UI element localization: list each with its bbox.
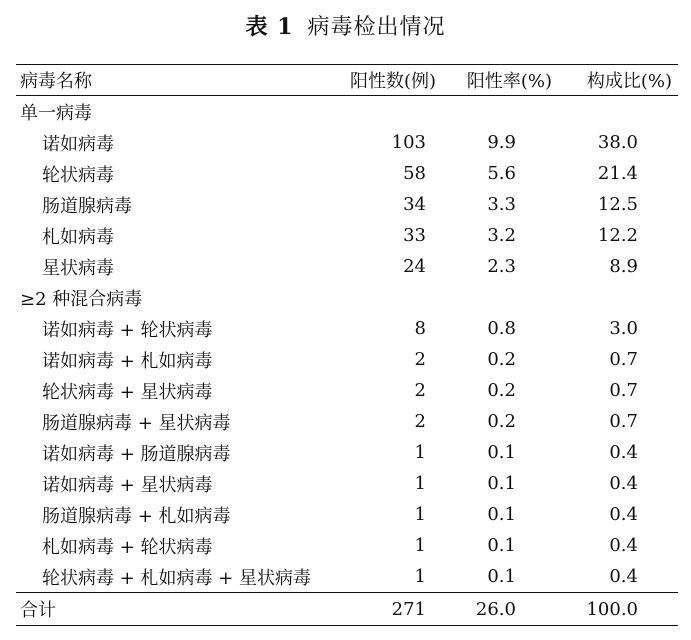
- positive-rate-cell: 0.1: [487, 442, 516, 463]
- table-row: [16, 437, 678, 468]
- virus-detection-table: [16, 64, 678, 626]
- positive-count-cell: 1: [414, 473, 426, 494]
- group-label: ≥2 种混合病毒: [20, 288, 143, 310]
- composition-cell: 0.4: [609, 473, 638, 494]
- virus-name-cell: 诺如病毒 + 轮状病毒: [42, 319, 213, 341]
- positive-count-cell: 1: [414, 504, 426, 525]
- composition-cell: 0.4: [609, 566, 638, 587]
- positive-rate-cell: 0.8: [487, 318, 516, 339]
- table-row: [16, 158, 678, 189]
- total-label-cell: 合计: [16, 593, 328, 626]
- positive-rate-cell: 0.2: [487, 411, 516, 432]
- positive-rate-cell: 3.2: [487, 225, 516, 246]
- virus-name-cell: 肠道腺病毒 + 札如病毒: [42, 505, 231, 527]
- positive-rate-cell: 0.2: [487, 349, 516, 370]
- positive-count-cell: 103: [391, 132, 426, 153]
- header-virus-name: 病毒名称: [16, 65, 328, 96]
- table-row: [16, 313, 678, 344]
- table-row: [16, 251, 678, 282]
- virus-name-cell: 轮状病毒 + 札如病毒 + 星状病毒: [42, 567, 312, 589]
- positive-rate-cell: 9.9: [487, 132, 516, 153]
- header-positive-count: 阳性数(例): [328, 65, 436, 96]
- positive-rate-cell: 0.1: [487, 566, 516, 587]
- composition-cell: 3.0: [609, 318, 638, 339]
- positive-count-cell: 1: [414, 535, 426, 556]
- composition-cell: 0.7: [609, 411, 638, 432]
- positive-count-cell: 2: [414, 411, 426, 432]
- composition-cell: 8.9: [609, 256, 638, 277]
- composition-cell: 0.7: [609, 380, 638, 401]
- positive-count-cell: 2: [414, 380, 426, 401]
- virus-name-cell: 诺如病毒 + 星状病毒: [42, 474, 213, 496]
- positive-rate-cell: 0.1: [487, 535, 516, 556]
- positive-count-cell: 34: [403, 194, 426, 215]
- virus-name-cell: 轮状病毒 + 星状病毒: [42, 381, 213, 403]
- total-count-cell: 271: [328, 593, 436, 626]
- virus-name-cell: 札如病毒: [42, 226, 114, 248]
- table-row: [16, 530, 678, 561]
- table-header-row: [16, 65, 678, 96]
- positive-count-cell: 1: [414, 566, 426, 587]
- table-row: [16, 220, 678, 251]
- positive-count-cell: 8: [414, 318, 426, 339]
- positive-rate-cell: 0.2: [487, 380, 516, 401]
- table-row: [16, 468, 678, 499]
- composition-cell: 0.4: [609, 504, 638, 525]
- group-label: 单一病毒: [20, 102, 92, 124]
- positive-count-cell: 2: [414, 349, 426, 370]
- positive-count-cell: 1: [414, 442, 426, 463]
- table-row: [16, 127, 678, 158]
- virus-name-cell: 诺如病毒 + 肠道腺病毒: [42, 443, 231, 465]
- table-row: [16, 561, 678, 593]
- header-composition-ratio: 构成比(%): [552, 65, 678, 96]
- positive-count-cell: 58: [403, 163, 426, 184]
- positive-rate-cell: 5.6: [487, 163, 516, 184]
- virus-name-cell: 星状病毒: [42, 257, 114, 279]
- virus-name-cell: 诺如病毒: [42, 133, 114, 155]
- virus-name-cell: 肠道腺病毒: [42, 195, 132, 217]
- virus-name-cell: 肠道腺病毒 + 星状病毒: [42, 412, 231, 434]
- table-title: [0, 12, 691, 43]
- table-row: [16, 499, 678, 530]
- total-rate-cell: 26.0: [436, 593, 552, 626]
- table-title-label: 表 1: [245, 14, 294, 40]
- composition-cell: 0.7: [609, 349, 638, 370]
- composition-cell: 0.4: [609, 442, 638, 463]
- virus-name-cell: 轮状病毒: [42, 164, 114, 186]
- positive-rate-cell: 2.3: [487, 256, 516, 277]
- group-row-mixed-virus: [16, 282, 678, 313]
- positive-count-cell: 24: [403, 256, 426, 277]
- positive-rate-cell: 0.1: [487, 504, 516, 525]
- total-composition-cell: 100.0: [552, 593, 678, 626]
- table-row: [16, 375, 678, 406]
- table-title-text: 病毒检出情况: [307, 15, 446, 40]
- table-container: [16, 64, 678, 626]
- virus-name-cell: 札如病毒 + 轮状病毒: [42, 536, 213, 558]
- header-positive-rate: 阳性率(%): [436, 65, 552, 96]
- total-row: [16, 593, 678, 626]
- table-row: [16, 406, 678, 437]
- composition-cell: 12.2: [597, 225, 638, 246]
- table-row: [16, 344, 678, 375]
- composition-cell: 12.5: [597, 194, 638, 215]
- positive-rate-cell: 0.1: [487, 473, 516, 494]
- table-row: [16, 189, 678, 220]
- positive-count-cell: 33: [403, 225, 426, 246]
- composition-cell: 38.0: [597, 132, 638, 153]
- positive-rate-cell: 3.3: [487, 194, 516, 215]
- composition-cell: 0.4: [609, 535, 638, 556]
- composition-cell: 21.4: [597, 163, 638, 184]
- virus-name-cell: 诺如病毒 + 札如病毒: [42, 350, 213, 372]
- group-row-single-virus: [16, 96, 678, 128]
